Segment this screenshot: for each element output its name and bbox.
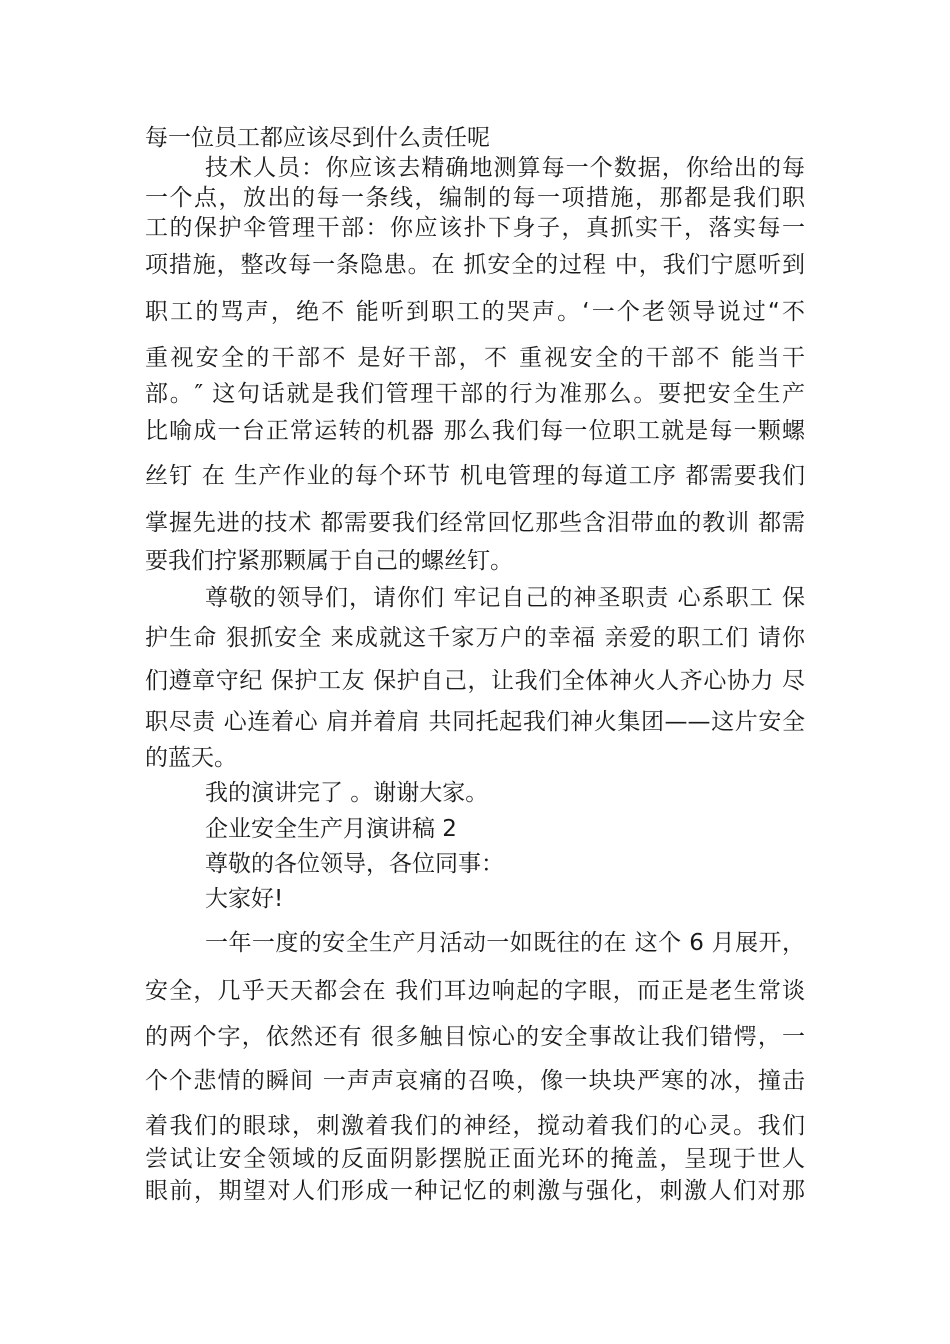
text-line: 比喻成一台正常运转的机器 那么我们每一位职工就是每一颗螺 <box>145 418 805 444</box>
text-line: 职尽责 心连着心 肩并着肩 共同托起我们神火集团——这片安全 <box>145 709 805 735</box>
text-line: 每一位员工都应该尽到什么责任呢 <box>145 125 490 151</box>
text-line: 个个悲情的瞬间 一声声哀痛的召唤，像一块块严寒的冰，撞击 <box>145 1068 805 1094</box>
closing-line: 我的演讲完了 。谢谢大家。 <box>205 780 489 806</box>
text-line: 着我们的眼球，刺激着我们的神经，搅动着我们的心灵。我们 <box>145 1113 805 1139</box>
text-line: 部。″ 这句话就是我们管理干部的行为准那么。要把安全生产 <box>145 381 805 407</box>
section-title: 企业安全生产月演讲稿 2 <box>205 816 457 842</box>
text-line: 安全，几乎天天都会在 我们耳边响起的字眼，而正是老生常谈 <box>145 978 805 1004</box>
salutation: 尊敬的各位领导，各位同事： <box>205 851 504 877</box>
text-line: 职工的骂声，绝不 能听到职工的哭声。‘一个老领导说过“不 <box>145 299 805 325</box>
text-line: 要我们拧紧那颗属于自己的螺丝钉。 <box>145 548 513 574</box>
text-line: 丝钉 在 生产作业的每个环节 机电管理的每道工序 都需要我们 <box>145 463 805 489</box>
text-line: 眼前，期望对人们形成一种记忆的刺激与强化，刺激人们对那 <box>145 1178 805 1204</box>
text-line: 们遵章守纪 保护工友 保护自己，让我们全体神火人齐心协力 尽 <box>145 668 805 694</box>
text-line: 一个点，放出的每一条线，编制的每一项措施，那都是我们职 <box>145 185 805 211</box>
paragraph-start: 技术人员：你应该去精确地测算每一个数据，你给出的每 <box>205 155 805 181</box>
text-line: 尝试让安全领域的反面阴影摆脱正面光环的掩盖，呈现于世人 <box>145 1146 805 1172</box>
paragraph-start: 一年一度的安全生产月活动一如既往的在 这个 6 月展开， <box>205 930 805 956</box>
text-line: 的两个字，依然还有 很多触目惊心的安全事故让我们错愕，一 <box>145 1024 805 1050</box>
text-line: 工的保护伞管理干部：你应该扑下身子，真抓实干，落实每一 <box>145 215 805 241</box>
text-line: 重视安全的干部不 是好干部，不 重视安全的干部不 能当干 <box>145 345 805 371</box>
paragraph-start: 尊敬的领导们，请你们 牢记自己的神圣职责 心系职工 保 <box>205 585 805 611</box>
text-line: 护生命 狠抓安全 来成就这千家万户的幸福 亲爱的职工们 请你 <box>145 625 805 651</box>
greeting: 大家好! <box>205 886 284 912</box>
text-line: 项措施，整改每一条隐患。在 抓安全的过程 中，我们宁愿听到 <box>145 252 805 278</box>
text-line: 的蓝天。 <box>145 745 237 771</box>
text-line: 掌握先进的技术 都需要我们经常回忆那些含泪带血的教训 都需 <box>145 510 805 536</box>
